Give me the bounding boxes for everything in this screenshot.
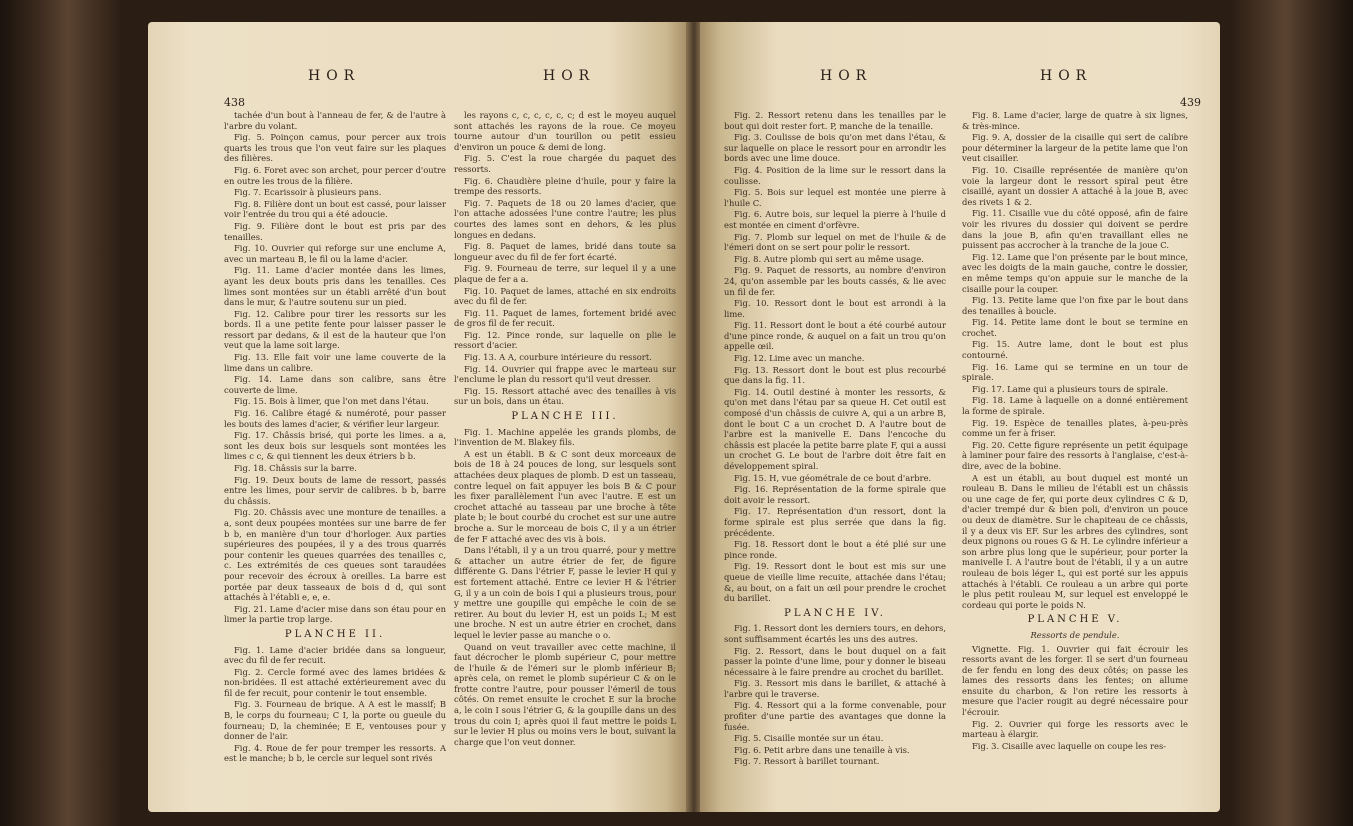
paragraph: Fig. 9. Fourneau de terre, sur lequel il y a une plaque de fer a a. bbox=[454, 263, 676, 284]
right-page-column-1 bbox=[724, 110, 946, 768]
paragraph: Fig. 3. Cisaille avec laquelle on coupe les res- bbox=[972, 740, 1167, 751]
paragraph: Fig. 5. Bois sur lequel est montée une pierre à l'huile C. bbox=[724, 187, 946, 208]
paragraph: Fig. 14. Lame dans son calibre, sans être couverte de lime. bbox=[224, 374, 446, 395]
paragraph: Fig. 10. Cisaille représentée de manière qu'on voie la largeur dont le ressort spiral peut être cisaillé, ayant un dossier A attaché à la joue B, avec des rivets 1 & 2. bbox=[962, 164, 1188, 207]
left-page bbox=[148, 22, 688, 812]
paragraph: Fig. 9. Paquet de ressorts, au nombre d'environ 24, qu'on assemble par les bouts cassés, & lie avec un fil de fer. bbox=[724, 265, 946, 297]
paragraph: Fig. 13. Elle fait voir une lame couverte de la lime dans un calibre. bbox=[224, 352, 446, 373]
paragraph: A est un établi. B & C sont deux morceaux de bois de 18 à 24 pouces de long, sur lesquels sont attachées deux plaques de plomb. D est un tasseau, contre lequel on fait appuyer les bois B & C pour les fixer parallèlement l'un avec l'autre. E est un crochet attaché au tasseau par une broche à tête plate b; le bout courbé du crochet est sur une autre broche a. Sur le morceau de bois C, il y a un étrier de fer F attaché avec des vis à bois. bbox=[454, 448, 676, 544]
plate-heading: PLANCHE IV. bbox=[784, 607, 886, 619]
section-subtitle: Ressorts de pendule. bbox=[1030, 629, 1120, 640]
paragraph: Fig. 16. Représentation de la forme spirale que doit avoir le ressort. bbox=[724, 484, 946, 505]
paragraph: Fig. 21. Lame d'acier mise dans son étau pour en limer la partie trop large. bbox=[224, 603, 446, 625]
paragraph: Fig. 14. Petite lame dont le bout se termine en crochet. bbox=[962, 317, 1188, 338]
paragraph: Fig. 1. Machine appelée les grands plombs, de l'invention de M. Blakey fils. bbox=[454, 426, 676, 448]
plate-heading: PLANCHE V. bbox=[1027, 614, 1123, 626]
paragraph: Fig. 18. Ressort dont le bout a été plié sur une pince ronde. bbox=[724, 539, 946, 560]
running-header-left-2: HOR bbox=[543, 68, 596, 84]
page-number-right: 439 bbox=[1180, 96, 1201, 109]
paragraph: Fig. 8. Autre plomb qui sert au même usage. bbox=[734, 253, 924, 264]
paragraph: Fig. 7. Ecarissoir à plusieurs pans. bbox=[234, 187, 382, 198]
paragraph: Fig. 7. Paquets de 18 ou 20 lames d'acier, que l'on attache adossées l'une contre l'autre; les plus courtes des lames sont en dehors, & les plus longues en dedans. bbox=[454, 197, 676, 240]
paragraph: Fig. 7. Ressort à barillet tournant. bbox=[734, 756, 880, 767]
plate-heading: PLANCHE III. bbox=[511, 411, 619, 423]
paragraph: Fig. 4. Ressort qui a la forme convenable, pour profiter d'une partie des avantages que donne la fusée. bbox=[724, 700, 946, 732]
paragraph: Fig. 11. Ressort dont le bout a été courbé autour d'une pince ronde, & auquel on a fait un trou qu'on appelle œil. bbox=[724, 320, 946, 352]
paragraph: Fig. 4. Position de la lime sur le ressort dans la coulisse. bbox=[724, 164, 946, 186]
paragraph: Fig. 6. Autre bois, sur lequel la pierre à l'huile d est montée en ciment d'orfèvre. bbox=[724, 209, 946, 230]
paragraph: Fig. 2. Cercle formé avec des lames bridées & non-bridées. Il est attaché extérieurement avec du fil de fer recuit, pour contenir le tout ensemble. bbox=[224, 666, 446, 698]
running-header-right-1: HOR bbox=[820, 68, 873, 84]
paragraph: Fig. 3. Coulisse de bois qu'on met dans l'étau, & sur laquelle on place le ressort pour en arrondir les bords avec une lime douce. bbox=[724, 132, 946, 164]
paragraph: Fig. 5. C'est la roue chargée du paquet des ressorts. bbox=[454, 153, 676, 174]
paragraph: Fig. 10. Ressort dont le bout est arrondi à la lime. bbox=[724, 298, 946, 319]
paragraph: Fig. 9. A, dossier de la cisaille qui sert de calibre pour déterminer la largeur de la petite lame que l'on veut cisailler. bbox=[962, 132, 1188, 164]
paragraph: Fig. 2. Ouvrier qui forge les ressorts avec le marteau à élargir. bbox=[962, 718, 1188, 740]
running-header-left-1: HOR bbox=[308, 68, 361, 84]
paragraph: Fig. 10. Paquet de lames, attaché en six endroits avec du fil de fer. bbox=[454, 285, 676, 307]
paragraph: Fig. 15. Bois à limer, que l'on met dans l'étau. bbox=[234, 396, 429, 407]
paragraph: Fig. 20. Cette figure représente un petit équipage à laminer pour faire des ressorts à l'anglaise, c'est-à-dire, avec de la bobine. bbox=[962, 439, 1188, 471]
paragraph: Fig. 1. Lame d'acier bridée dans sa longueur, avec du fil de fer recuit. bbox=[224, 644, 446, 666]
paragraph: Fig. 5. Poinçon camus, pour percer aux trois quarts les trous que l'on veut faire sur les plaques des filières. bbox=[224, 132, 446, 164]
paragraph: Quand on veut travailler avec cette machine, il faut décrocher le plomb supérieur C, pour mettre de l'huile & de l'émeri sur le plomb inférieur B; après cela, on remet le plomb supérieur C & on le frotte contre l'autre, pour pousser l'émeril de tous côtés. On remet ensuite le crochet E sur la broche a, le coin I sous l'étrier G, & la goupille dans un des trous du coin I; après quoi il faut mettre le poids L sur le levier H plus ou moins vers le bout, suivant la charge que l'on veut donner. bbox=[454, 641, 676, 747]
paragraph: Fig. 12. Lime avec un manche. bbox=[734, 353, 865, 364]
paragraph: Fig. 10. Ouvrier qui reforge sur une enclume A, avec un marteau B, le fil ou la lame d'acier. bbox=[224, 243, 446, 264]
paragraph: les rayons c, c, c, c, c, c; d est le moyeu auquel sont attachés les rayons de la roue. Ce moyeu tourne autour d'un tourillon ou petit essieu d'environ un pouce & demi de long. bbox=[454, 110, 676, 152]
paragraph: Fig. 6. Foret avec son archet, pour percer d'outre en outre les trous de la filière. bbox=[224, 164, 446, 186]
page-number-left: 438 bbox=[224, 96, 245, 109]
paragraph: Dans l'établi, il y a un trou quarré, pour y mettre & attacher un autre étrier de fer, de figure différente G. Dans l'étrier F, passe le levier H qui y est fortement attaché. Entre ce levier H & l'étrier G, il y a un coin de bois I qui a plusieurs trous, pour y mettre une goupille qui empêche le coin de se retirer. Au bout du levier H, est un poids L; M est une broche. N est un autre étrier en crochet, dans lequel le levier passe au manche o o. bbox=[454, 545, 676, 640]
paragraph: Fig. 18. Lame à laquelle on a donné entièrement la forme de spirale. bbox=[962, 395, 1188, 417]
paragraph: Fig. 12. Calibre pour tirer les ressorts sur les bords. Il a une petite fente pour laisser passer le ressort par dedans, & il est de la hauteur que l'on veut que la lame soit large. bbox=[224, 308, 446, 351]
paragraph: Fig. 3. Ressort mis dans le barillet, & attaché à l'arbre qui le traverse. bbox=[724, 678, 946, 699]
paragraph: Fig. 4. Roue de fer pour tremper les ressorts. A est le manche; b b, le cercle sur lequel sont rivés bbox=[224, 742, 446, 764]
left-page-column-1 bbox=[224, 110, 446, 765]
paragraph: Fig. 17. Lame qui a plusieurs tours de spirale. bbox=[972, 383, 1169, 394]
paragraph: Fig. 19. Ressort dont le bout est mis sur une queue de vieille lime recuite, attachée dans l'étau; &, au bout, on a fait un œil pour prendre le crochet du barillet. bbox=[724, 561, 946, 604]
paragraph: Fig. 15. Autre lame, dont le bout est plus contourné. bbox=[962, 339, 1188, 361]
paragraph: Fig. 11. Cisaille vue du côté opposé, afin de faire voir les rivures du dossier qui doivent se perdre dans la joue B, afin qu'en travaillant elles ne puissent pas accrocher à la tranche de la joue C. bbox=[962, 208, 1188, 251]
right-page-column-2 bbox=[962, 110, 1188, 752]
paragraph: Fig. 8. Paquet de lames, bridé dans toute sa longueur avec du fil de fer fort écarté. bbox=[454, 241, 676, 262]
plate-heading: PLANCHE II. bbox=[284, 628, 386, 640]
paragraph: Fig. 2. Ressort, dans le bout duquel on a fait passer la pointe d'une lime, pour y donner le biseau nécessaire à le faire prendre au crochet du barillet. bbox=[724, 645, 946, 677]
paragraph: Fig. 1. Ressort dont les derniers tours, en dehors, sont suffisamment écartés les uns des autres. bbox=[724, 623, 946, 644]
paragraph: Fig. 17. Représentation d'un ressort, dont la forme spirale est plus serrée que dans la fig. précédente. bbox=[724, 506, 946, 538]
paragraph: Fig. 20. Châssis avec une monture de tenailles. a a, sont deux poupées montées sur une barre de fer b b, en manière d'un tour d'horloger. Aux parties supérieures des poupées, il y a des trous quarrés pour contenir les queues quarrées des tenailles c, c. Les extrémités de ces queues sont taraudées pour recevoir des écroux à oreilles. La barre est portée par deux tasseaux de bois d d, qui sont attachés à l'établi e, e, e. bbox=[224, 507, 446, 603]
paragraph: A est un établi, au bout duquel est monté un rouleau B. Dans le milieu de l'établi est un châssis ou une cage de fer, qui porte deux cylindres C & D, d'acier trempé dur & bien poli, d'environ un pouce ou deux de diamètre. Sur le chapiteau de ce châssis, il y a deux vis EF. Sur les arbres des cylindres, sont deux pignons ou roues G & H. Le cylindre inférieur a son arbre plus long que le supérieur, pour porter la manivelle I. A l'autre bout de l'établi, il y a un autre rouleau de bois léger L, qui est porté sur les appuis attachés à l'établi. Ce rouleau a un arbre qui porte le plus petit rouleau M, sur lequel est enveloppé le cordeau qui porte le poids N. bbox=[962, 472, 1188, 610]
left-page-column-2 bbox=[454, 110, 676, 748]
paragraph: tachée d'un bout à l'anneau de fer, & de l'autre à l'arbre du volant. bbox=[224, 110, 446, 131]
paragraph: Fig. 15. H, vue géométrale de ce bout d'arbre. bbox=[734, 472, 932, 483]
paragraph: Fig. 14. Outil destiné à monter les ressorts, & qu'on met dans l'étau par sa queue H. Cet outil est composé d'un châssis de cuivre A, qui a un arbre B, dont le bout C a un crochet D. A l'autre bout de l'arbre est la manivelle E. Dans l'encoche du châssis est placée la petite barre plate F, qui a aussi un crochet G. Le bout de l'arbre doit être fait en développement spiral. bbox=[724, 386, 946, 471]
paragraph: Fig. 8. Lame d'acier, large de quatre à six lignes, & très-mince. bbox=[962, 110, 1188, 131]
paragraph: Fig. 17. Châssis brisé, qui porte les limes. a a, sont les deux bois sur lesquels sont montées les limes c c, & qui tiennent les deux étriers b b. bbox=[224, 430, 446, 462]
paragraph: Fig. 12. Lame que l'on présente par le bout mince, avec les doigts de la main gauche, contre le dossier, en même temps qu'on appuie sur le manche de la cisaille pour la couper. bbox=[962, 251, 1188, 294]
paragraph: Fig. 16. Calibre étagé & numéroté, pour passer les bouts des lames d'acier, & vérifier leur largeur. bbox=[224, 408, 446, 429]
paragraph: Fig. 6. Petit arbre dans une tenaille à vis. bbox=[734, 744, 910, 755]
paragraph: Fig. 14. Ouvrier qui frappe avec le marteau sur l'enclume le plan du ressort qu'il veut dresser. bbox=[454, 363, 676, 385]
paragraph: Fig. 8. Filière dont un bout est cassé, pour laisser voir l'entrée du trou qui a été adoucie. bbox=[224, 198, 446, 220]
paragraph: Fig. 16. Lame qui se termine en un tour de spirale. bbox=[962, 361, 1188, 383]
paragraph: Fig. 5. Cisaille montée sur un étau. bbox=[734, 733, 884, 744]
paragraph: Fig. 19. Deux bouts de lame de ressort, passés entre les limes, pour servir de calibres. b b, barre du châssis. bbox=[224, 474, 446, 506]
paragraph: Fig. 7. Plomb sur lequel on met de l'huile & de l'émeri dont on se sert pour polir le ressort. bbox=[724, 231, 946, 253]
paragraph: Fig. 19. Espèce de tenailles plates, à-peu-près comme un fer à friser. bbox=[962, 417, 1188, 439]
paragraph: Fig. 3. Fourneau de brique. A A est le massif; B B, le corps du fourneau; C I, la porte ou gueule du fourneau; D, la cheminée; E E, ventouses pour y donner de l'air. bbox=[224, 699, 446, 742]
paragraph: Fig. 9. Filière dont le bout est pris par des tenailles. bbox=[224, 220, 446, 242]
paragraph: Fig. 11. Lame d'acier montée dans les limes, ayant les deux bouts pris dans les tenailles. Ces limes sont montées sur un établi arrêté d'un bout dans le mur, & l'autre soutenu sur un pied. bbox=[224, 265, 446, 308]
right-page bbox=[700, 22, 1220, 812]
paragraph: Fig. 12. Pince ronde, sur laquelle on plie le ressort d'acier. bbox=[454, 329, 676, 351]
paragraph: Fig. 6. Chaudière pleine d'huile, pour y faire la trempe des ressorts. bbox=[454, 175, 676, 197]
paragraph: Fig. 13. Ressort dont le bout est plus recourbé que dans la fig. 11. bbox=[724, 364, 946, 386]
paragraph: Fig. 15. Ressort attaché avec des tenailles à vis sur un bois, dans un étau. bbox=[454, 385, 676, 407]
running-header-right-2: HOR bbox=[1040, 68, 1093, 84]
paragraph: Fig. 13. Petite lame que l'on fixe par le bout dans des tenailles à boucle. bbox=[962, 295, 1188, 316]
paragraph: Fig. 2. Ressort retenu dans les tenailles par le bout qui doit rester fort. P, manche de la tenaille. bbox=[724, 110, 946, 131]
paragraph: Fig. 18. Châssis sur la barre. bbox=[234, 463, 357, 473]
paragraph: Fig. 13. A A, courbure intérieure du ressort. bbox=[464, 352, 652, 363]
paragraph: Vignette. Fig. 1. Ouvrier qui fait écrouir les ressorts avant de les forger. Il se sert d'un fourneau de fer fendu en long des deux côtés; on passe les lames des ressorts dans les fentes; on allume ensuite du charbon, & l'on retire les ressorts à mesure que l'acier rougit au degré nécessaire pour l'écrouir. bbox=[962, 643, 1188, 718]
paragraph: Fig. 11. Paquet de lames, fortement bridé avec de gros fil de fer recuit. bbox=[454, 307, 676, 329]
